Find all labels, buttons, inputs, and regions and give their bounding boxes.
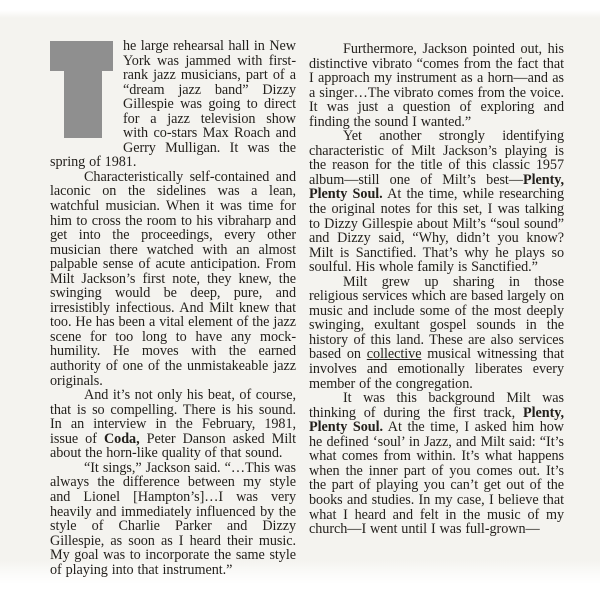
text-segment: Milt grew up sharing in those religious services which are based largely on music and include some of the most deeply swinging, exultant gospel sounds in the history of this land. These are also services based on bbox=[309, 273, 564, 363]
text-segment: Characteristically self-contained and laconic on the sidelines was a lean, watchful musician. When it was time for him to cross the room to his vibraharp and get into the proceedings, every other musician there watched with an almost palpable sense of acute anticipation. From Milt Jackson’s first note, they knew, the swinging would be deep, pure, and irresistibly infectious. And Milt knew that too. He has been a vital element of the jazz scene for too long to have any mock-humility. He moves with the earned authority of one of the unmistakeable jazz originals. bbox=[50, 168, 296, 389]
text-segment: At the time, I asked him how he defined ‘soul’ in Jazz, and Milt said: “It’s what comes from within. It’s what happens when the inner part of you comes out. It’s the part of playing you can’t get out of the books and studies. In my case, I believe that what I heard and felt in the music of my church—I went until I was full-grown— bbox=[309, 419, 564, 538]
text-segment: It was this background Milt was thinking of during the first track, bbox=[309, 390, 564, 421]
dropcap-t-stem bbox=[64, 41, 102, 138]
right-column bbox=[309, 39, 564, 577]
paragraph bbox=[309, 42, 564, 129]
paragraph bbox=[309, 275, 564, 391]
text-segment: he large rehearsal hall in New York was jammed with first-rank jazz musicians, part of a “dream jazz band” Dizzy Gillespie was going to direct for a jazz television show with co-stars Max Roach and Gerry Mulligan. It was the spring of 1981. bbox=[50, 38, 296, 171]
text-segment: Furthermore, Jackson pointed out, his distinctive vibrato “comes from the fact that I approach my instrument as a horn—and as a singer…The vibrato comes from the voice. It was just a question of exploring and finding the sound I wanted.” bbox=[309, 41, 564, 130]
paragraph bbox=[50, 170, 296, 388]
text-segment: And it’s not only his beat, of course, that is so compelling. There is his sound. In an interview in the February, 1981, issue of bbox=[50, 387, 296, 447]
dropcap-letter-t bbox=[50, 41, 113, 138]
text-segment: Yet another strongly identifying characteristic of Milt Jackson’s playing is the reason for the title of this classic 1957 album—still one of Milt’s best— bbox=[309, 128, 564, 188]
text-segment: musical witnessing that involves and emotionally liberates every member of the congregation. bbox=[309, 346, 564, 392]
text-segment: Peter Danson asked Milt about the horn-like quality of that sound. bbox=[50, 430, 297, 462]
text-segment: “It sings,” Jackson said. “…This was always the difference between my style and Lionel [Hampton’s]…I was very heavily and immediately influenced by the style of Charlie Parker and Dizzy Gillespie, as soon as I heard their music. My goal was to incorporate the same style of playing into that instrument.” bbox=[50, 459, 296, 578]
paragraph-opening bbox=[50, 39, 296, 170]
left-column bbox=[50, 39, 296, 577]
text-segment: At the time, while researching the original notes for this set, I was talking to Dizzy Gillespie about Milt’s “soul sound” and Dizzy said, “Why, didn’t you know? Milt is Sanctified. That’s why he plays so soulful. His whole family is Sanctified.” bbox=[309, 186, 564, 276]
paragraph bbox=[309, 129, 564, 274]
text-segment: Plenty, Plenty Soul. bbox=[309, 171, 564, 203]
text-segment: Plenty, Plenty Soul. bbox=[309, 404, 564, 436]
text-segment: Coda, bbox=[103, 430, 140, 447]
two-column-text-layout bbox=[50, 39, 564, 577]
paragraph bbox=[50, 461, 296, 577]
paragraph bbox=[50, 388, 296, 461]
text-segment: collective bbox=[366, 346, 422, 363]
paragraph bbox=[309, 391, 564, 536]
